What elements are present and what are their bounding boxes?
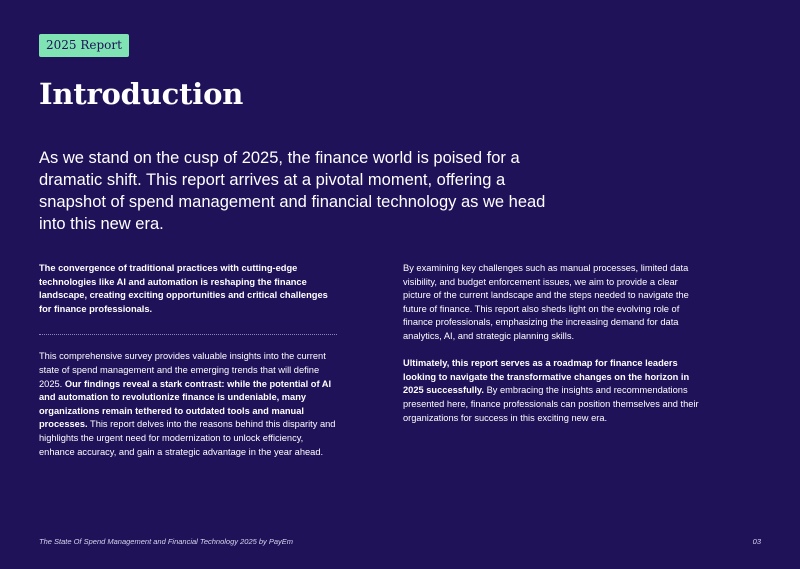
footer-source: The State Of Spend Management and Financial Technology 2025 by PayEm <box>39 537 294 546</box>
page-footer <box>39 537 761 546</box>
page-number: 03 <box>752 537 761 546</box>
left-column <box>39 262 341 459</box>
survey-paragraph-start: This comprehensive survey provides valuable insights into the current state of spend management and the emerging trends that will define 2025. <box>39 351 326 389</box>
roadmap-bold: Ultimately, this report serves as a roadmap for finance leaders looking to navigate the transformative changes on the horizon in 2025 successfully. <box>403 358 690 396</box>
intro-highlight <box>39 262 341 316</box>
page-title: Introduction <box>39 77 244 111</box>
roadmap-paragraph-end: By embracing the insights and recommendations presented here, finance professionals can position themselves and their organizations for success in this exciting new era. <box>403 385 699 423</box>
report-year-badge: 2025 Report <box>39 34 129 57</box>
roadmap-paragraph <box>403 357 703 425</box>
lead-paragraph: As we stand on the cusp of 2025, the finance world is poised for a dramatic shift. This report arrives at a pivotal moment, offering a snapshot of spend management and financial technology as we head into this new era. <box>39 149 546 233</box>
challenges-paragraph: By examining key challenges such as manual processes, limited data visibility, and budget enforcement issues, we aim to provide a clear picture of the current landscape and the steps needed to navigate the future of finance. This report also sheds light on the evolving role of finance professionals, emphasizing the increasing demand for data analytics, AI, and strategic planning skills. <box>403 263 689 341</box>
intro-highlight-text: The convergence of traditional practices with cutting-edge technologies like AI and automation is reshaping the finance landscape, creating exciting opportunities and critical challenges for finance professionals. <box>39 263 328 314</box>
survey-findings-bold: Our findings reveal a stark contrast: while the potential of AI and automation to revolutionize finance is undeniable, many organizations remain tethered to outdated tools and manual processes. <box>39 378 332 430</box>
survey-paragraph <box>39 350 341 459</box>
dotted-divider <box>39 334 337 335</box>
survey-paragraph-end: This report delves into the reasons behind this disparity and highlights the urgent need for modernization to unlock efficiency, enhance accuracy, and gain a strategic advantage in the year ahead. <box>39 419 336 457</box>
right-column <box>403 262 703 425</box>
